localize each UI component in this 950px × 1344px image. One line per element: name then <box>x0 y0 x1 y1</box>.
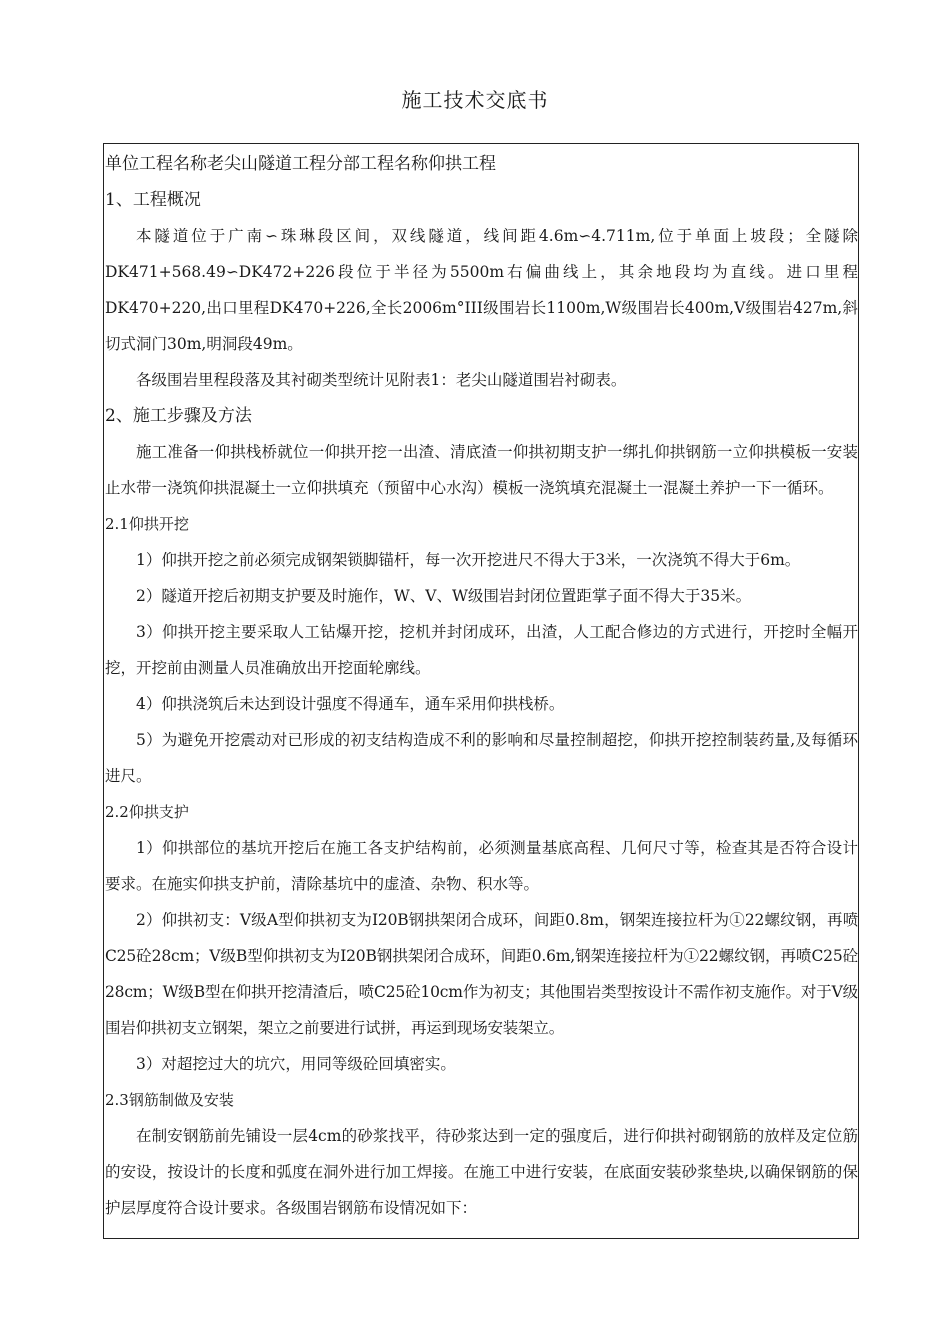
section-2-2-item: 2）仰拱初支：V级A型仰拱初支为I20B钢拱架闭合成环，间距0.8m，钢架连接拉杆为①22螺纹钢，再喷C25砼28cm；V级B型仰拱初支为I20B钢拱架闭合成环，间距0.6m,钢架连接拉杆为①22螺纹钢，再喷C25砼28cm；W级B型在仰拱开挖清渣后，喷C25砼10cm作为初支；其他围岩类型按设计不需作初支施作。对于V级围岩仰拱初支立钢架，架立之前要进行试拼，再运到现场安装架立。 <box>105 911 858 1037</box>
unit-project-header: 单位工程名称老尖山隧道工程分部工程名称仰拱工程 <box>105 154 496 174</box>
section-2-2-title: 2.2仰拱支护 <box>105 803 189 821</box>
document-title: 施工技术交底书 <box>401 88 549 112</box>
document-table <box>103 143 859 1239</box>
section-1-title: 1、工程概况 <box>105 190 201 210</box>
section-2-2-item: 3）对超挖过大的坑穴，用同等级砼回填密实。 <box>136 1055 456 1073</box>
section-1-paragraph-2: 各级围岩里程段落及其衬砌类型统计见附表1：老尖山隧道围岩衬砌表。 <box>136 371 627 389</box>
section-2-1-item: 5）为避免开挖震动对已形成的初支结构造成不利的影响和尽量控制超挖，仰拱开挖控制装药量,及每循环进尺。 <box>105 731 858 785</box>
section-2-3-paragraph-1: 在制安钢筋前先铺设一层4cm的砂浆找平，待砂浆达到一定的强度后，进行仰拱衬砌钢筋的放样及定位筋的安设，按设计的长度和弧度在洞外进行加工焊接。在施工中进行安装，在底面安装砂浆垫块,以确保钢筋的保护层厚度符合设计要求。各级围岩钢筋布设情况如下： <box>105 1127 858 1217</box>
document-body <box>104 144 858 1226</box>
section-2-1-item: 2）隧道开挖后初期支护要及时施作，W、V、W级围岩封闭位置距掌子面不得大于35米。 <box>136 587 752 605</box>
section-2-1-item: 3）仰拱开挖主要采取人工钻爆开挖，挖机并封闭成环，出渣，人工配合修边的方式进行，开挖时全幅开挖，开挖前由测量人员准确放出开挖面轮廓线。 <box>105 623 858 677</box>
section-2-title: 2、施工步骤及方法 <box>105 406 252 426</box>
section-2-3-title: 2.3钢筋制做及安装 <box>105 1091 234 1109</box>
section-1-paragraph-1: 本隧道位于广南∽珠琳段区间，双线隧道，线间距4.6m∽4.711m,位于单面上坡段；全隧除DK471+568.49∽DK472+226段位于半径为5500m右偏曲线上，其余地段均为直线。进口里程DK470+220,出口里程DK470+226,全长2006m°III级围岩长1100m,W级围岩长400m,V级围岩427m,斜切式洞门30m,明洞段49m。 <box>105 227 858 353</box>
section-2-1-item: 4）仰拱浇筑后未达到设计强度不得通车，通车采用仰拱栈桥。 <box>136 695 565 713</box>
section-2-1-item: 1）仰拱开挖之前必须完成钢架锁脚锚杆，每一次开挖进尺不得大于3米，一次浇筑不得大于6m。 <box>136 551 801 569</box>
section-2-paragraph-1: 施工准备一仰拱栈桥就位一仰拱开挖一出渣、清底渣一仰拱初期支护一绑扎仰拱钢筋一立仰拱模板一安装止水带一浇筑仰拱混凝土一立仰拱填充（预留中心水沟）模板一浇筑填充混凝土一混凝土养护一下一循环。 <box>105 443 858 497</box>
section-2-1-title: 2.1仰拱开挖 <box>105 515 189 533</box>
section-2-2-item: 1）仰拱部位的基坑开挖后在施工各支护结构前，必须测量基底高程、几何尺寸等，检查其是否符合设计要求。在施实仰拱支护前，清除基坑中的虚渣、杂物、积水等。 <box>105 839 858 893</box>
